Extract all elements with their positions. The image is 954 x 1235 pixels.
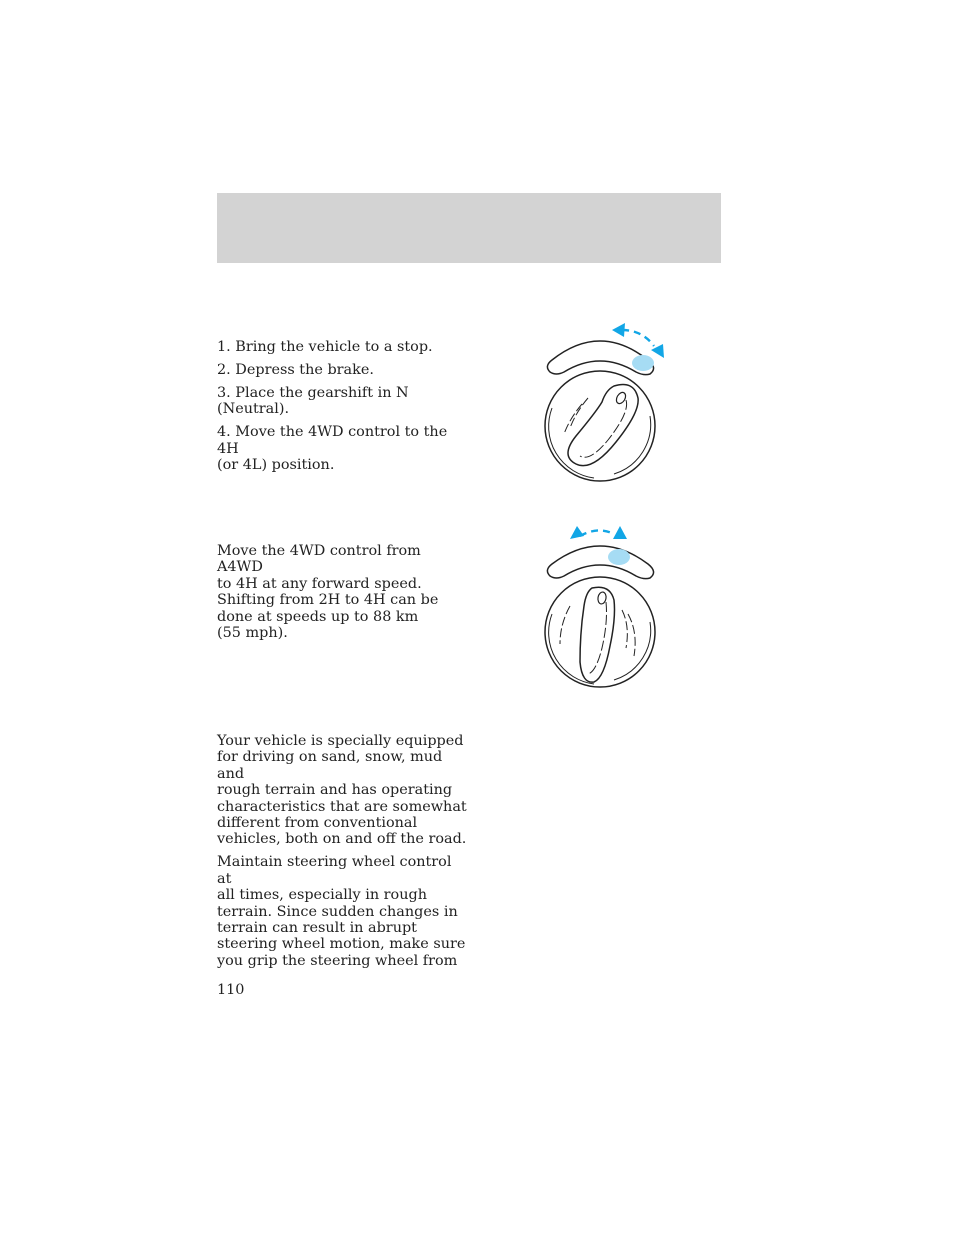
step-item: 1. Bring the vehicle to a stop. [217,339,433,355]
offroad-paragraph: Your vehicle is specially equipped for driving on sand, snow, mud and rough terrain and has operating characteristics that are somewhat different from conventional vehicles, both on and off the road. [217,733,467,848]
section-header-bar [217,193,721,263]
page-number: 110 [217,982,245,998]
offroad-driving-text [217,733,467,976]
4wd-control-dial-icon [530,316,670,486]
step-item: 2. Depress the brake. [217,361,374,378]
shift-paragraph: Move the 4WD control from A4WD to 4H at any forward speed. Shifting from 2H to 4H can be done at speeds up to 88 km (55 mph). [217,543,439,642]
mode-indicator [608,549,630,565]
offroad-paragraph: Maintain steering wheel control at all times, especially in rough terrain. Since sudden changes in terrain can result in abrupt steering wheel motion, make sure you grip the steering wheel from [217,854,466,969]
step-item: 4. Move the 4WD control to the 4H (or 4L) position. [217,424,448,473]
4wd-control-dial-icon [530,522,670,692]
shift-steps-list [217,339,467,480]
rotate-arrow-icon [570,526,627,539]
step-item: 3. Place the gearshift in N (Neutral). [217,384,409,418]
mode-indicator [632,355,654,371]
shift-instructions [217,543,467,648]
